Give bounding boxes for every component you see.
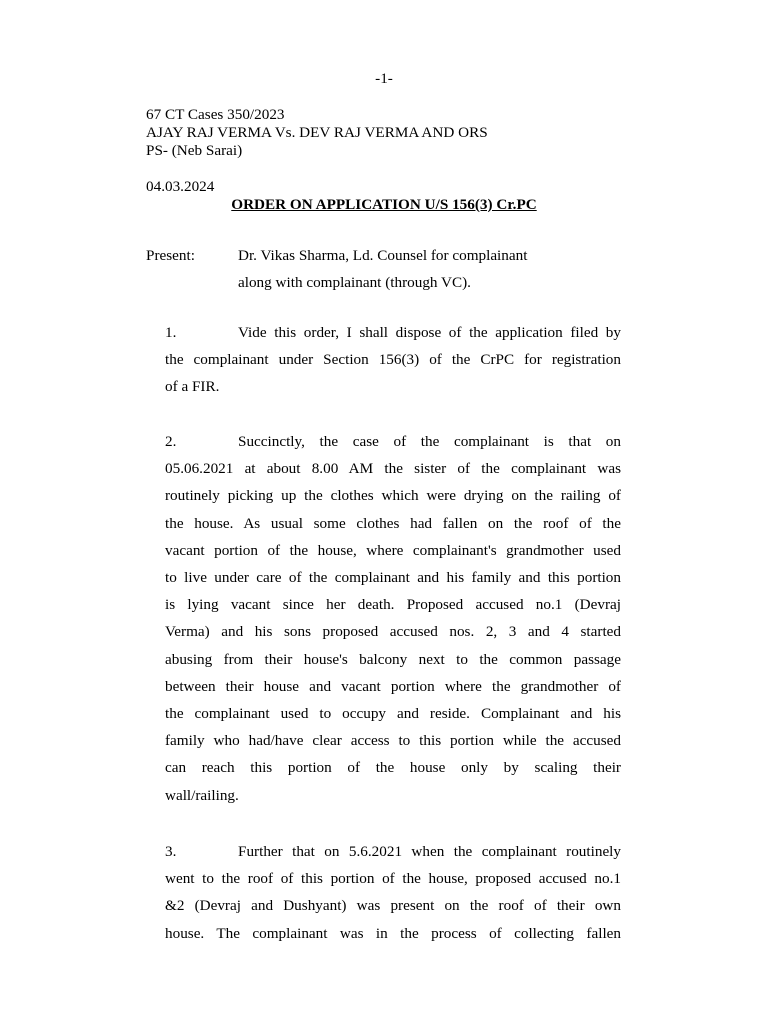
paragraph-line: abusing from their house's balcony next to the common passage <box>165 650 621 668</box>
paragraph-line: Further that on 5.6.2021 when the complainant routinely <box>238 843 621 860</box>
paragraph-line: family who had/have clear access to this portion while the accused <box>165 732 621 750</box>
case-parties: AJAY RAJ VERMA Vs. DEV RAJ VERMA AND ORS <box>146 124 488 141</box>
paragraph-3 <box>165 838 621 947</box>
paragraph-line: Succinctly, the case of the complainant is that on <box>238 433 621 450</box>
paragraph-line: can reach this portion of the house only by scaling their <box>165 759 621 777</box>
paragraph-line: went to the roof of this portion of the house, proposed accused no.1 <box>165 870 621 888</box>
paragraph-line: to live under care of the complainant and his family and this portion <box>165 569 621 587</box>
paragraph-line: vacant portion of the house, where complainant's grandmother used <box>165 541 621 559</box>
present-text <box>238 242 618 296</box>
paragraph-line: 05.06.2021 at about 8.00 AM the sister of the complainant was <box>165 460 621 478</box>
paragraph-line: is lying vacant since her death. Proposed accused no.1 (Devraj <box>165 596 621 614</box>
paragraph-line: routinely picking up the clothes which were drying on the railing of <box>165 487 621 505</box>
page-number: -1- <box>375 70 393 87</box>
paragraph-line: house. The complainant was in the process of collecting fallen <box>165 924 621 942</box>
paragraph-line: &2 (Devraj and Dushyant) was present on the roof of their own <box>165 897 621 915</box>
order-title: ORDER ON APPLICATION U/S 156(3) Cr.PC <box>231 196 537 213</box>
paragraph-number: 2. <box>165 433 177 450</box>
paragraph-number: 1. <box>165 324 177 341</box>
case-number: 67 CT Cases 350/2023 <box>146 106 285 123</box>
paragraph-line: between their house and vacant portion where the grandmother of <box>165 677 621 695</box>
paragraph-line: wall/railing. <box>165 786 239 804</box>
present-label: Present: <box>146 247 195 264</box>
paragraph-number: 3. <box>165 843 177 860</box>
paragraph-line: of a FIR. <box>165 378 220 396</box>
present-line: along with complainant (through VC). <box>238 274 471 291</box>
order-date: 04.03.2024 <box>146 178 215 195</box>
paragraph-line: Verma) and his sons proposed accused nos. 2, 3 and 4 started <box>165 623 621 641</box>
paragraph-1 <box>165 319 621 401</box>
police-station: PS- (Neb Sarai) <box>146 142 243 159</box>
present-line: Dr. Vikas Sharma, Ld. Counsel for complainant <box>238 247 528 264</box>
case-header <box>146 106 488 160</box>
paragraph-line: the complainant used to occupy and reside. Complainant and his <box>165 705 621 723</box>
paragraph-line: the complainant under Section 156(3) of the CrPC for registration <box>165 351 621 369</box>
paragraph-2 <box>165 428 621 809</box>
paragraph-line: the house. As usual some clothes had fallen on the roof of the <box>165 514 621 532</box>
paragraph-line: Vide this order, I shall dispose of the application filed by <box>238 324 621 341</box>
